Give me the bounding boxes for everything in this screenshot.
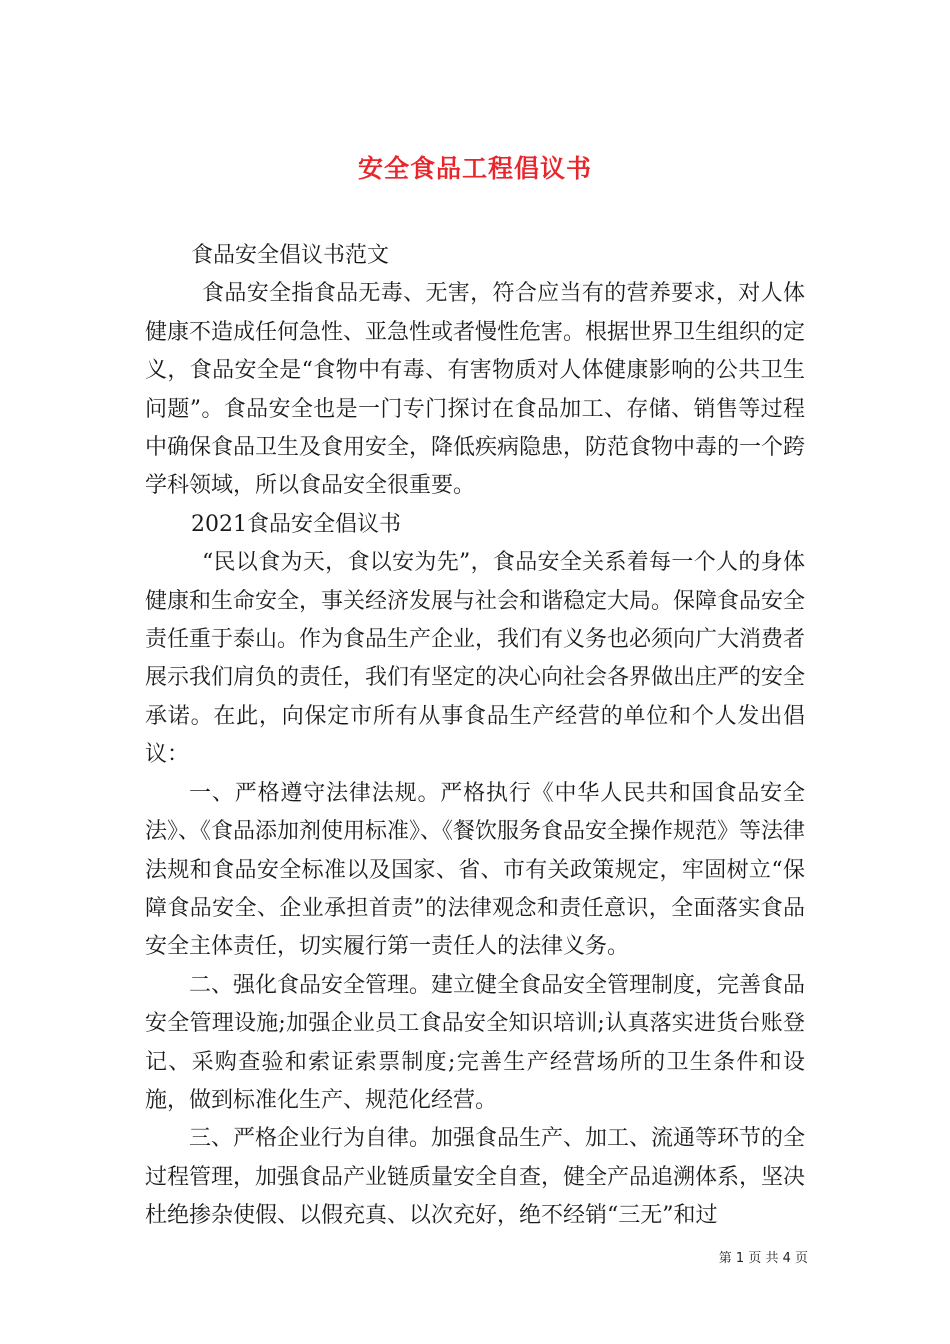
paragraph: 食品安全指食品无毒、无害，符合应当有的营养要求，对人体健康不造成任何急性、亚急性或者慢性危害。根据世界卫生组织的定义，食品安全是“食物中有毒、有害物质对人体健康影响的公共卫生问题”。食品安全也是一门专门探讨在食品加工、存储、销售等过程中确保食品卫生及食用安全，降低疾病隐患，防范食物中毒的一个跨学科领域，所以食品安全很重要。 (145, 281, 806, 499)
document-body (145, 237, 805, 1236)
paragraph: 一、严格遵守法律法规。严格执行《中华人民共和国食品安全法》、《食品添加剂使用标准》、《餐饮服务食品安全操作规范》等法律法规和食品安全标准以及国家、省、市有关政策规定，牢固树立“保障食品安全、企业承担首责”的法律观念和责任意识，全面落实食品安全主体责任，切实履行第一责任人的法律义务。 (145, 780, 806, 960)
paragraph: 三、严格企业行为自律。加强食品生产、加工、流通等环节的全过程管理，加强食品产业链质量安全自查，健全产品追溯体系，坚决杜绝掺杂使假、以假充真、以次充好，绝不经销“三无”和过 (145, 1126, 806, 1229)
document-title: 安全食品工程倡议书 (357, 153, 592, 183)
section-heading: 2021食品安全倡议书 (191, 511, 401, 537)
section-heading: 食品安全倡议书范文 (191, 243, 390, 268)
paragraph: 二、强化食品安全管理。建立健全食品安全管理制度，完善食品安全管理设施;加强企业员工食品安全知识培训;认真落实进货台账登记、采购查验和索证索票制度;完善生产经营场所的卫生条件和设施，做到标准化生产、规范化经营。 (145, 972, 806, 1113)
page-number: 第 1 页 共 4 页 (718, 1251, 808, 1266)
paragraph: “民以食为天，食以安为先”，食品安全关系着每一个人的身体健康和生命安全，事关经济发展与社会和谐稳定大局。保障食品安全责任重于泰山。作为食品生产企业，我们有义务也必须向广大消费者展示我们肩负的责任，我们有坚定的决心向社会各界做出庄严的安全承诺。在此，向保定市所有从事食品生产经营的单位和个人发出倡议： (145, 550, 806, 768)
